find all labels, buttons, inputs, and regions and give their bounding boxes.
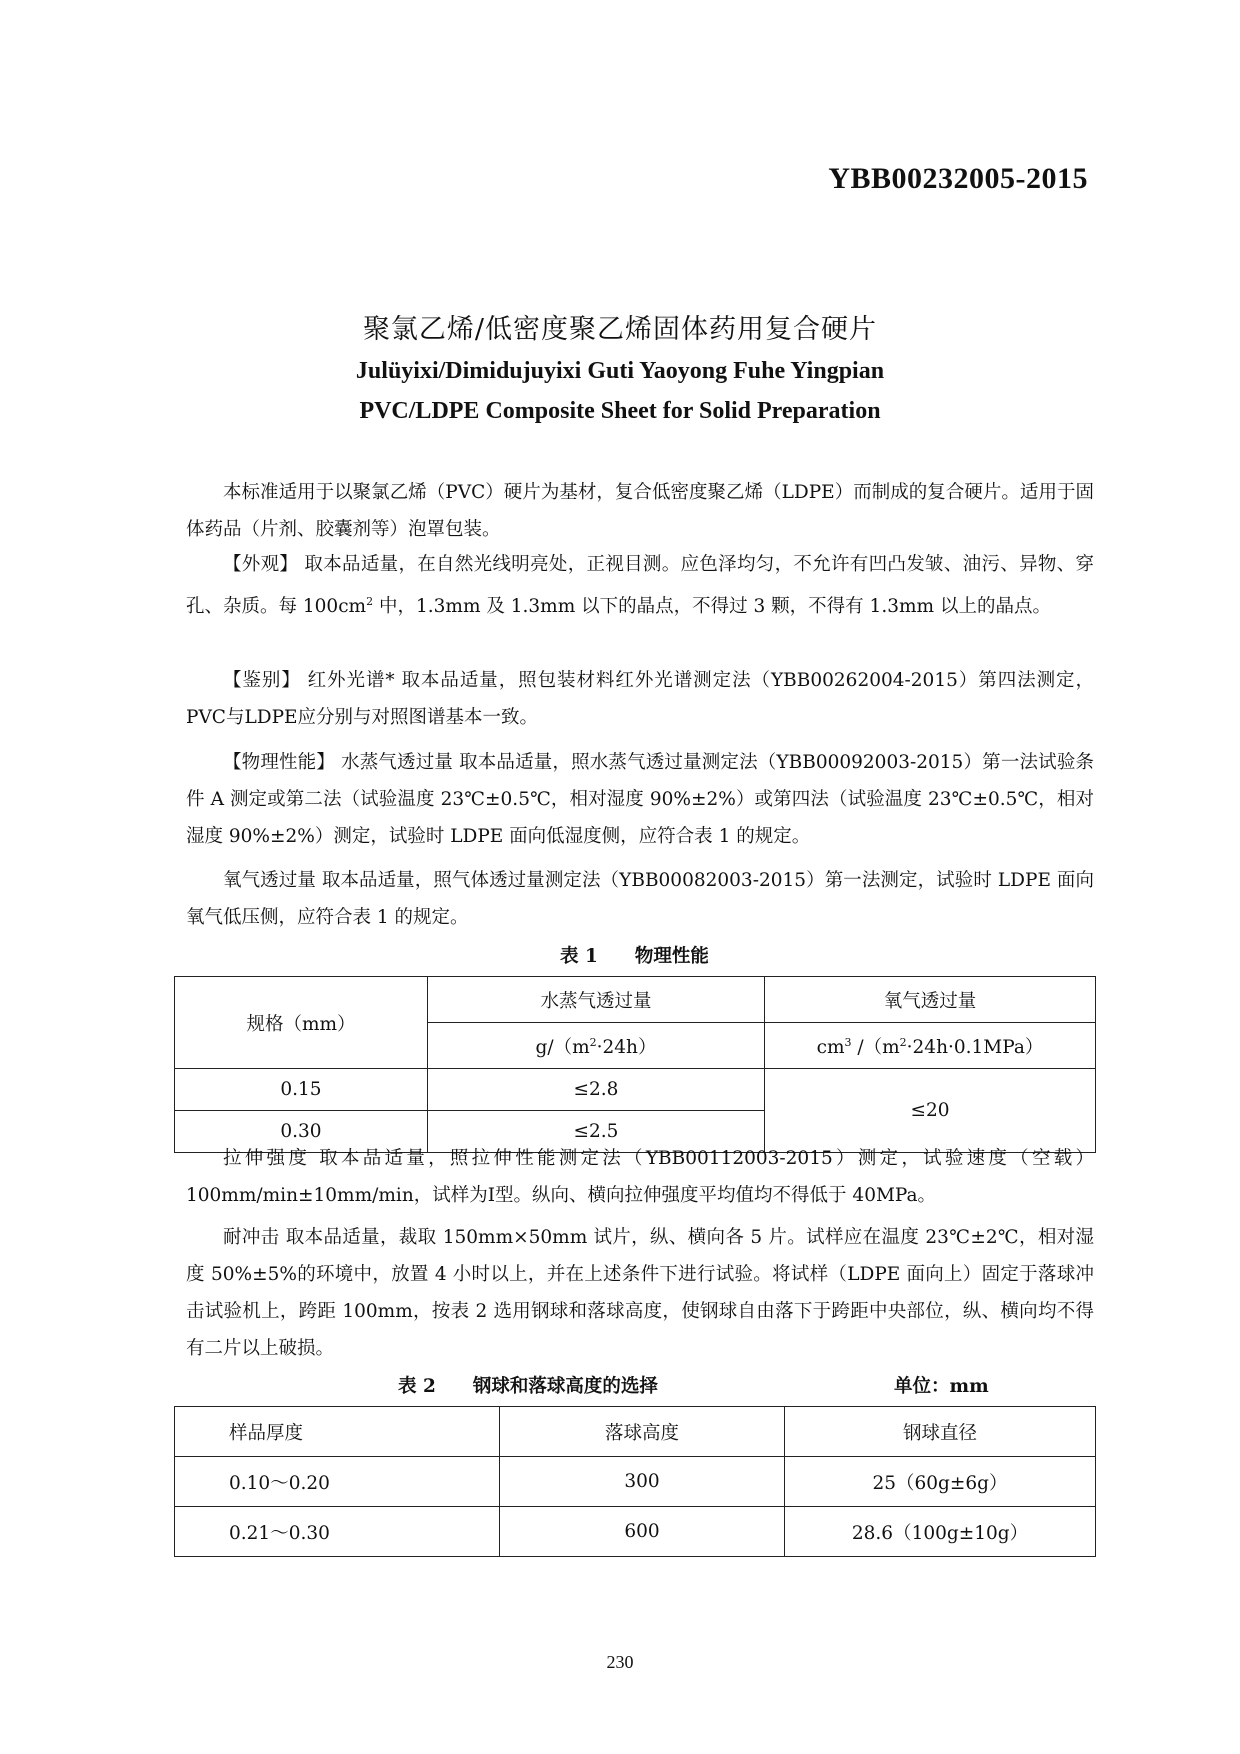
identification-paragraph: 【鉴别】 红外光谱* 取本品适量，照包装材料红外光谱测定法（YBB00262004-2015）第四法测定，PVC与LDPE应分别与对照图谱基本一致。 <box>186 670 1094 728</box>
title-pinyin: Julüyixi/Dimidujuyixi Guti Yaoyong Fuhe Yingpian <box>355 358 885 384</box>
table-row <box>175 1457 1096 1507</box>
table1-header-wvtr-unit: $g/(m^2\cdot 24h)$ <box>428 1023 765 1069</box>
tensile-paragraph: 拉伸强度 取本品适量，照拉伸性能测定法（YBB00112003-2015）测定，试验速度（空载）100mm/min±10mm/min，试样为Ⅰ型。纵向、横向拉伸强度平均值均不得低于 40MPa。 <box>186 1148 1094 1206</box>
appearance-superscript: 2 <box>366 595 374 608</box>
standard-code: YBB00232005-2015 <box>828 162 1088 195</box>
table-row <box>175 1069 1096 1111</box>
oxygen-paragraph: 氧气透过量 取本品适量，照气体透过量测定法（YBB00082003-2015）第一法测定，试验时 LDPE 面向氧气低压侧，应符合表 1 的规定。 <box>186 870 1094 928</box>
table1-header-spec: 规格（mm） <box>175 977 428 1069</box>
table2-cell-diameter: 28.6（100g±10g） <box>785 1507 1096 1557</box>
table1-cell-spec: 0.15 <box>175 1069 428 1111</box>
impact-paragraph: 耐冲击 取本品适量，裁取 150mm×50mm 试片，纵、横向各 5 片。试样应在温度 23℃±2℃，相对湿度 50%±5%的环境中，放置 4 小时以上，并在上述条件下进行试验。将试样（LDPE 面向上）固定于落球冲击试验机上，跨距 100mm，按表 2 选用钢球和落球高度，使钢球自由落下于跨距中央部位，纵、横向均不得有二片以上破损。 <box>186 1227 1094 1359</box>
table2-cell-diameter: 25（60g±6g） <box>785 1457 1096 1507</box>
table2-cell-thickness: 0.10～0.20 <box>175 1457 500 1507</box>
table1-header-otr-unit: $cm^3$ $/(m^2\cdot 24h\cdot 0.1MPa)$ <box>765 1023 1096 1069</box>
table2-unit: 单位：mm <box>894 1376 989 1397</box>
title-chinese: 聚氯乙烯/低密度聚乙烯固体药用复合硬片 <box>362 314 878 345</box>
table2-header-thickness: 样品厚度 <box>175 1407 500 1457</box>
table2-header-diameter: 钢球直径 <box>785 1407 1096 1457</box>
table2-cell-height: 300 <box>500 1457 785 1507</box>
table-row <box>175 1507 1096 1557</box>
physical-paragraph: 【物理性能】 水蒸气透过量 取本品适量，照水蒸气透过量测定法（YBB00092003-2015）第一法试验条件 A 测定或第二法（试验温度 23℃±0.5℃，相对湿度 90%±2%）或第四法（试验温度 23℃±0.5℃，相对湿度 90%±2%）测定，试验时 LDPE 面向低湿度侧，应符合表 1 的规定。 <box>186 752 1094 847</box>
table1-cell-otr: ≤20 <box>765 1069 1096 1153</box>
table2-cell-height: 600 <box>500 1507 785 1557</box>
table1-cell-wvtr: ≤2.5 <box>428 1111 765 1153</box>
table1-header-otr: 氧气透过量 <box>765 977 1096 1023</box>
table-physical-properties <box>174 976 1096 1153</box>
title-english: PVC/LDPE Composite Sheet for Solid Preparation <box>359 398 881 424</box>
table2-header-height: 落球高度 <box>500 1407 785 1457</box>
table1-caption: 表 1 物理性能 <box>560 946 709 967</box>
table-ball-drop <box>174 1406 1096 1557</box>
table1-cell-spec: 0.30 <box>175 1111 428 1153</box>
appearance-paragraph <box>186 546 1094 625</box>
appearance-text-b: 中，1.3mm 及 1.3mm 以下的晶点，不得过 3 颗，不得有 1.3mm 以上的晶点。 <box>373 596 1051 618</box>
table2-caption: 表 2 钢球和落球高度的选择 <box>398 1376 658 1397</box>
page-number: 230 <box>606 1652 634 1672</box>
table2-cell-thickness: 0.21～0.30 <box>175 1507 500 1557</box>
table1-header-wvtr: 水蒸气透过量 <box>428 977 765 1023</box>
table1-cell-wvtr: ≤2.8 <box>428 1069 765 1111</box>
intro-paragraph: 本标准适用于以聚氯乙烯（PVC）硬片为基材，复合低密度聚乙烯（LDPE）而制成的复合硬片。适用于固体药品（片剂、胶囊剂等）泡罩包装。 <box>186 482 1094 540</box>
appearance-text-a: 【外观】 取本品适量，在自然光线明亮处，正视目测。应色泽均匀，不允许有凹凸发皱、油污、异物、穿孔、杂质。每 100cm <box>186 554 1094 618</box>
